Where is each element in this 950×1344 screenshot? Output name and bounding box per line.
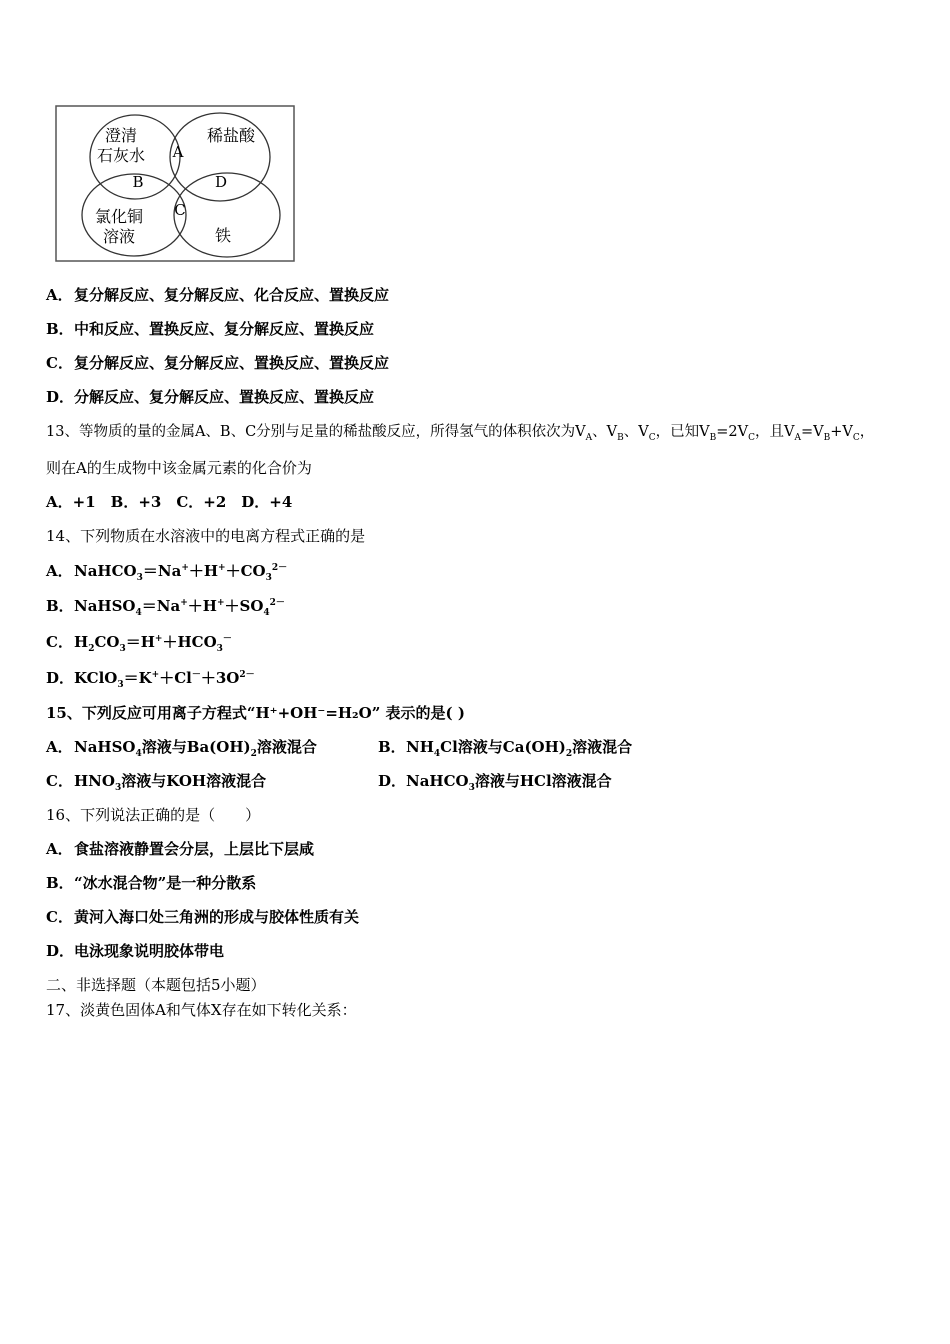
q14-option-a: A．$NaHCO_3=Na^++H^++CO_3^{2-}$ [46, 562, 288, 583]
region-c: C [174, 201, 186, 219]
region-b: B [132, 173, 144, 191]
q14-option-c: C．$H_2CO_3=H^++HCO_3^-$ [46, 633, 232, 654]
q15-stem: 15、下列反应可用离子方程式“H⁺+OH⁻=H₂O” 表示的是( ) [46, 704, 465, 722]
q14-option-d: D．$KClO_3=K^++Cl^-+3O^{2-}$ [46, 669, 255, 690]
q16-option-d: D．电泳现象说明胶体带电 [46, 942, 225, 960]
q12-option-d: D．分解反应、复分解反应、置换反应、置换反应 [46, 388, 375, 406]
label-cucl2-1: 氯化铜 [94, 207, 144, 226]
q15-option-b: B．$NH_4Cl$溶液与$Ca(OH)_2$溶液混合 [378, 738, 633, 759]
q14-stem: 14、下列物质在水溶液中的电离方程式正确的是 [46, 527, 366, 545]
label-limewater-2: 石灰水 [96, 146, 146, 165]
q15-option-d: D．NaHCO$_3$溶液与HCl溶液混合 [378, 772, 612, 793]
region-a: A [172, 143, 184, 161]
q12-option-a: A．复分解反应、复分解反应、化合反应、置换反应 [46, 286, 390, 304]
q13-stem-line1: 13、等物质的量的金属A、B、C分别与足量的稀盐酸反应，所得氢气的体积依次为$V_A$、$V_B$、$V_C$，已知$V_B=2V_C$，且$V_A=V_B+V_C$， [46, 424, 875, 443]
q12-option-b: B．中和反应、置换反应、复分解反应、置换反应 [46, 320, 375, 338]
label-hcl: 稀盐酸 [206, 126, 256, 145]
q15-option-a: A．NaHSO$_4$溶液与$Ba(OH)_2$溶液混合 [46, 738, 317, 759]
venn-diagram [55, 105, 295, 262]
region-d: D [214, 173, 228, 191]
q16-option-c: C．黄河入海口处三角洲的形成与胶体性质有关 [46, 908, 360, 926]
q14-option-b: B．$NaHSO_4=Na^++H^++SO_4^{2-}$ [46, 597, 285, 618]
q16-option-a: A．食盐溶液静置会分层，上层比下层咸 [46, 840, 315, 858]
q13-options: A．+1 B．+3 C．+2 D．+4 [46, 493, 293, 511]
q16-stem: 16、下列说法正确的是（ ） [46, 806, 261, 824]
q15-option-c: C．$HNO_3$溶液与KOH溶液混合 [46, 772, 267, 793]
label-cucl2-2: 溶液 [102, 227, 136, 246]
q17-stem: 17、淡黄色固体A和气体X存在如下转化关系： [46, 1001, 357, 1019]
label-iron: 铁 [214, 226, 232, 245]
q13-stem-line2: 则在A的生成物中该金属元素的化合价为 [46, 459, 312, 477]
label-limewater-1: 澄清 [104, 126, 138, 145]
q12-option-c: C．复分解反应、复分解反应、置换反应、置换反应 [46, 354, 390, 372]
q16-option-b: B．“冰水混合物”是一种分散系 [46, 874, 257, 892]
section-heading: 二、非选择题（本题包括5小题） [46, 976, 266, 994]
